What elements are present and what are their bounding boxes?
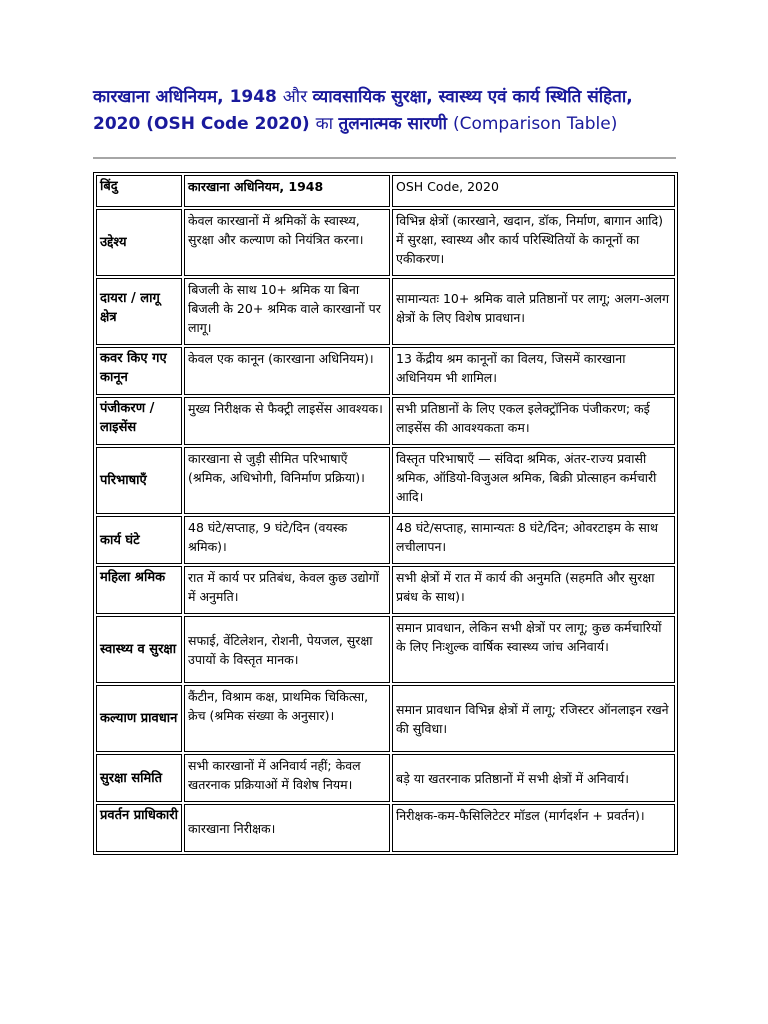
row-osh-code: सभी प्रतिष्ठानों के लिए एकल इलेक्ट्रॉनिक पंजीकरण; कई लाइसेंस की आवश्यकता कम।	[392, 397, 675, 445]
row-point: कवर किए गए कानून	[96, 347, 182, 395]
table-row	[96, 566, 675, 614]
row-factories-act: कारखाना निरीक्षक।	[184, 804, 390, 852]
row-osh-code: निरीक्षक-कम-फैसिलिटेटर मॉडल (मार्गदर्शन + प्रवर्तन)।	[392, 804, 675, 852]
table-row	[96, 754, 675, 802]
table-row	[96, 209, 675, 276]
title-divider	[93, 157, 676, 159]
row-factories-act: सफाई, वेंटिलेशन, रोशनी, पेयजल, सुरक्षा उपायों के विस्तृत मानक।	[184, 616, 390, 683]
row-osh-code: समान प्रावधान, लेकिन सभी क्षेत्रों पर लागू; कुछ कर्मचारियों के लिए निःशुल्क वार्षिक स्वास्थ्य जांच अनिवार्य।	[392, 616, 675, 683]
row-osh-code: विस्तृत परिभाषाएँ — संविदा श्रमिक, अंतर-राज्य प्रवासी श्रमिक, ऑडियो-विजुअल श्रमिक, बिक्री प्रोत्साहन कर्मचारी आदि।	[392, 447, 675, 514]
table-row	[96, 447, 675, 514]
title-part-comparison-table: तुलनात्मक सारणी	[338, 114, 453, 134]
header-factories-act: कारखाना अधिनियम, 1948	[184, 175, 390, 207]
row-factories-act: कारखाना से जुड़ी सीमित परिभाषाएँ (श्रमिक, अधिभोगी, विनिर्माण प्रक्रिया)।	[184, 447, 390, 514]
row-factories-act: बिजली के साथ 10+ श्रमिक या बिना बिजली के 20+ श्रमिक वाले कारखानों पर लागू।	[184, 278, 390, 345]
title-part-of: का	[315, 114, 339, 134]
row-point: दायरा / लागू क्षेत्र	[96, 278, 182, 345]
table-row	[96, 516, 675, 564]
row-osh-code: सभी क्षेत्रों में रात में कार्य की अनुमति (सहमति और सुरक्षा प्रबंध के साथ)।	[392, 566, 675, 614]
row-point: परिभाषाएँ	[96, 447, 182, 514]
table-row	[96, 804, 675, 852]
row-factories-act: मुख्य निरीक्षक से फैक्ट्री लाइसेंस आवश्यक।	[184, 397, 390, 445]
row-factories-act: केवल एक कानून (कारखाना अधिनियम)।	[184, 347, 390, 395]
table-header-row	[96, 175, 675, 207]
row-factories-act: कैंटीन, विश्राम कक्ष, प्राथमिक चिकित्सा, क्रेच (श्रमिक संख्या के अनुसार)।	[184, 685, 390, 752]
document-title	[93, 84, 683, 138]
row-osh-code: सामान्यतः 10+ श्रमिक वाले प्रतिष्ठानों पर लागू; अलग-अलग क्षेत्रों के लिए विशेष प्रावधान।	[392, 278, 675, 345]
row-point: कल्याण प्रावधान	[96, 685, 182, 752]
title-part-and: और	[282, 87, 313, 107]
comparison-table	[93, 172, 678, 855]
table-row	[96, 278, 675, 345]
row-point: स्वास्थ्य व सुरक्षा	[96, 616, 182, 683]
header-point: बिंदु	[96, 175, 182, 207]
row-point: पंजीकरण / लाइसेंस	[96, 397, 182, 445]
title-part-factories-act: कारखाना अधिनियम, 1948	[93, 87, 283, 107]
title-part-osh-code: व्यावसायिक सुरक्षा, स्वास्थ्य एवं कार्य स्थिति संहिता, 2020 (OSH Code 2020)	[93, 87, 633, 134]
row-osh-code: 13 केंद्रीय श्रम कानूनों का विलय, जिसमें कारखाना अधिनियम भी शामिल।	[392, 347, 675, 395]
row-point: महिला श्रमिक	[96, 566, 182, 614]
table-row	[96, 397, 675, 445]
row-point: प्रवर्तन प्राधिकारी	[96, 804, 182, 852]
row-point: उद्देश्य	[96, 209, 182, 276]
table-row	[96, 616, 675, 683]
row-osh-code: विभिन्न क्षेत्रों (कारखाने, खदान, डॉक, निर्माण, बागान आदि) में सुरक्षा, स्वास्थ्य और कार्य परिस्थितियों के कानूनों का एकीकरण।	[392, 209, 675, 276]
row-factories-act: रात में कार्य पर प्रतिबंध, केवल कुछ उद्योगों में अनुमति।	[184, 566, 390, 614]
row-osh-code: समान प्रावधान विभिन्न क्षेत्रों में लागू; रजिस्टर ऑनलाइन रखने की सुविधा।	[392, 685, 675, 752]
row-factories-act: केवल कारखानों में श्रमिकों के स्वास्थ्य, सुरक्षा और कल्याण को नियंत्रित करना।	[184, 209, 390, 276]
row-factories-act: 48 घंटे/सप्ताह, 9 घंटे/दिन (वयस्क श्रमिक)।	[184, 516, 390, 564]
row-osh-code: बड़े या खतरनाक प्रतिष्ठानों में सभी क्षेत्रों में अनिवार्य।	[392, 754, 675, 802]
title-part-english: (Comparison Table)	[452, 114, 618, 134]
row-point: सुरक्षा समिति	[96, 754, 182, 802]
row-point: कार्य घंटे	[96, 516, 182, 564]
row-osh-code: 48 घंटे/सप्ताह, सामान्यतः 8 घंटे/दिन; ओवरटाइम के साथ लचीलापन।	[392, 516, 675, 564]
table-row	[96, 685, 675, 752]
row-factories-act: सभी कारखानों में अनिवार्य नहीं; केवल खतरनाक प्रक्रियाओं में विशेष नियम।	[184, 754, 390, 802]
header-osh-code: OSH Code, 2020	[392, 175, 675, 207]
table-row	[96, 347, 675, 395]
